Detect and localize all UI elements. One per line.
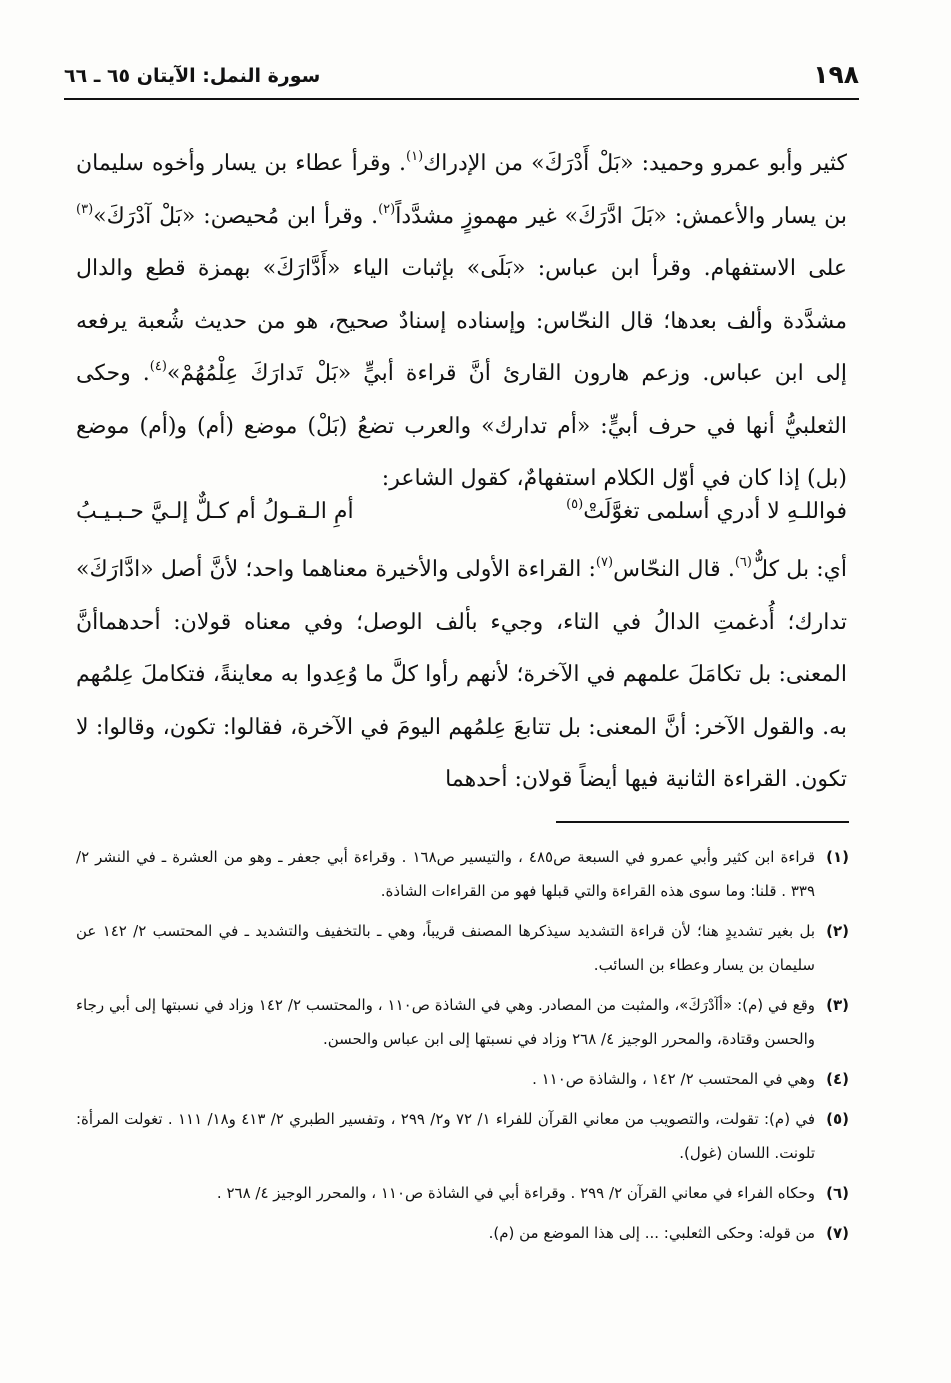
- footnote: [76, 1102, 849, 1170]
- text-run: : القراءة الأولى والأخيرة معناهما واحد؛ لأنَّ أصل «ادَّارَكَ» تدارك؛ أُدغمتِ الدالُ في التاء، وجيء بألف الوصل؛ وفي معناه قولان: أحدهماأنَّ المعنى: بل تكامَلَ علمهم في الآخرة؛ لأنهم رأوا كلَّ ما وُعِدوا به معاينةً، فتكاملَ عِلمُهم به. والقول الآخر: أنَّ المعنى: بل تتابعَ عِلمُهم اليومَ في الآخرة، فقالوا: تكون، وقالوا: لا تكون. القراءة الثانية فيها أيضاً قولان: أحدهما: [76, 557, 847, 792]
- text-run: على الاستفهام. وقرأ ابن عباس: «بَلَى» بإثبات الياء «أَدَّارَكَ» بهمزة قطع والدال مشدَّدة وألف بعدها؛ قال النحّاس: وإسناده إسنادٌ صحيح، هو من حديث شُعبة يرفعه إلى ابن عباس. وزعم هارون القارئ أنَّ قراءة أبيٍّ «بَلْ تَدارَكَ عِلْمُهُمْ»: [76, 256, 847, 386]
- verse-second-hemistich: أمِ الـقـولُ أم كـلٌّ إلـيَّ حـبـيـبُ: [76, 499, 354, 524]
- footnote-ref-2: (٢): [378, 201, 396, 217]
- footnote-number: (٦): [826, 1184, 849, 1202]
- footnote-ref-1: (١): [406, 149, 424, 164]
- main-text-top: [76, 138, 847, 506]
- page-header: [64, 58, 859, 98]
- footnote-text: وحكاه الفراء في معاني القرآن ٢/ ٢٩٩ . وقراءة أبي في الشاذة ص١١٠ ، والمحرر الوجيز ٤/ ٢٦٨ .: [216, 1184, 815, 1202]
- verse-text: فواللـهِ لا أدري أسلمى تغوَّلَتْ: [583, 499, 847, 524]
- footnote-ref-4: (٤): [149, 359, 167, 374]
- page-number: ١٩٨: [813, 60, 859, 89]
- poetry-verse: [76, 488, 847, 536]
- text-run: أي: بل كلٌّ: [751, 557, 848, 582]
- footnote-number: (١): [826, 848, 849, 866]
- footnote-ref-3: (٣): [76, 201, 94, 217]
- footnote: [76, 840, 849, 908]
- footnote-text: وهي في المحتسب ٢/ ١٤٢ ، والشاذة ص١١٠ .: [532, 1070, 815, 1088]
- footnote-text: قراءة ابن كثير وأبي عمرو في السبعة ص٤٨٥ ، والتيسير ص١٦٨ . وقراءة أبي جعفر ـ وهو من العشرة ـ في النشر ٢/ ٣٣٩ . قلنا: وما سوى هذه القراءة والتي قبلها فهو من القراءات الشاذة.: [76, 848, 815, 900]
- footnote-text: من قوله: وحكى الثعلبي: ... إلى هذا الموضع من (م).: [488, 1224, 815, 1242]
- main-text-bottom: [76, 544, 847, 807]
- text-run: . وقرأ ابن مُحيصن: «بَلْ آدْرَكَ»: [93, 203, 379, 229]
- footnote-ref-7: (٧): [595, 555, 614, 570]
- footnote: [76, 1176, 849, 1210]
- footnote: [76, 988, 849, 1056]
- footnote-number: (٧): [826, 1224, 849, 1242]
- footnote-text: وقع في (م): «أآدْرَكَ»، والمثبت من المصادر. وهي في الشاذة ص١١٠ ، والمحتسب ٢/ ١٤٢ وزاد في نسبتها إلى أبي رجاء والحسن وقتادة، والمحرر الوجيز ٤/ ٢٦٨ وزاد في نسبتها إلى ابن عباس والحسن.: [76, 996, 816, 1048]
- verse-first-hemistich: [566, 488, 847, 536]
- footnote-ref-5: (٥): [566, 497, 584, 512]
- footnote-text: بل بغير تشديدٍ هنا؛ لأن قراءة التشديد سيذكرها المصنف قريباً، وهي ـ بالتخفيف والتشديد ـ في المحتسب ٢/ ١٤٢ عن سليمان بن يسار وعطاء بن السائب.: [76, 922, 815, 974]
- text-run: . وقرأ عطاء بن يسار وأخوه سليمان بن يسار والأعمش: «بَلَ ادَّرَكَ» غير مهموزٍ مشدَّداً: [76, 151, 847, 229]
- footnote-number: (٢): [826, 922, 849, 940]
- footnote: [76, 1216, 849, 1250]
- footnote: [76, 914, 849, 982]
- paragraph-2: [76, 544, 847, 807]
- footnote-text: في (م): تقولت، والتصويب من معاني القرآن للفراء ١/ ٧٢ و٢/ ٢٩٩ ، وتفسير الطبري ٢/ ٤١٣ و١٨/ ١١١ . تغولت المرأة: تلونت. اللسان (غول).: [76, 1110, 816, 1162]
- footnote-ref-6: (٦): [734, 555, 752, 570]
- running-head: سورة النمل: الآيتان ٦٥ ـ ٦٦: [64, 65, 321, 87]
- text-run: كثير وأبو عمرو وحميد: «بَلْ أَدْرَكَ» من الإدراك: [423, 151, 847, 176]
- paragraph-1: [76, 138, 847, 506]
- footnote: [76, 1062, 849, 1096]
- footnote-separator: [556, 821, 849, 823]
- text-run: . وحكى الثعلبيُّ أنها في حرف أبيٍّ: «أم تدارك» والعرب تضعُ (بَلْ) موضع (أم) و(أم) موضع (بل) إذا كان في أوّل الكلام استفهامٌ، كقول الشاعر:: [76, 361, 847, 491]
- footnotes: [76, 840, 849, 1256]
- footnote-number: (٣): [826, 996, 849, 1014]
- footnote-number: (٤): [826, 1070, 849, 1088]
- header-rule: [64, 98, 859, 100]
- text-run: . قال النحّاس: [613, 557, 735, 582]
- footnote-number: (٥): [826, 1110, 849, 1128]
